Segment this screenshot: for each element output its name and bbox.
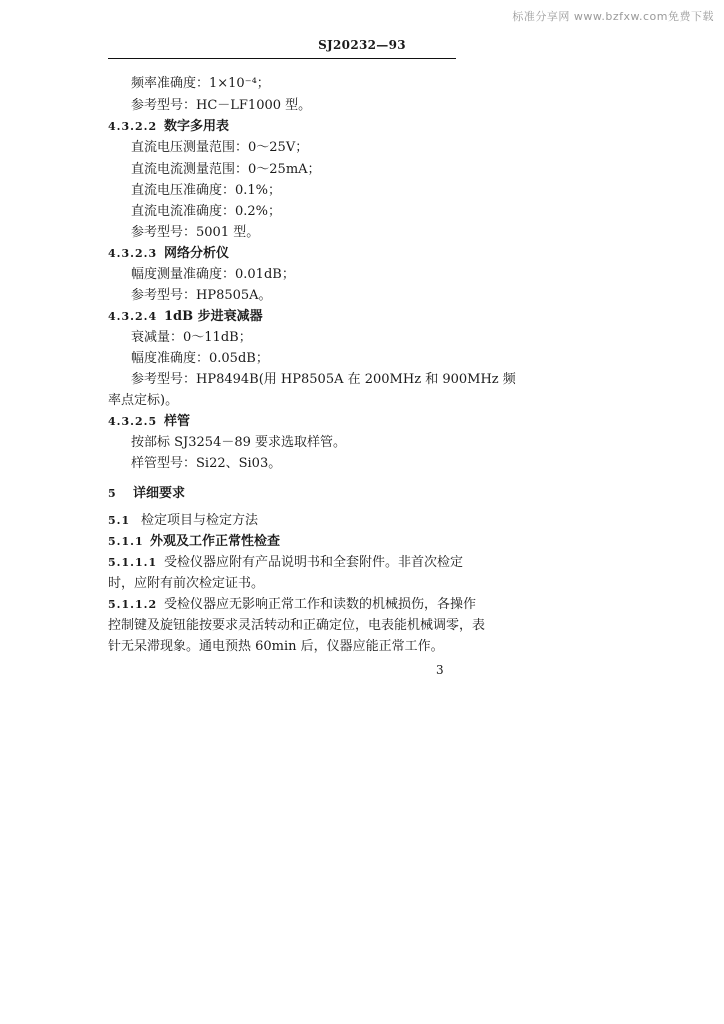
section-heading-4-3-2-3 bbox=[108, 246, 229, 262]
document-id-header: SJ20232—93 bbox=[318, 38, 406, 52]
chapter-title: 详细要求 bbox=[133, 486, 186, 501]
section-number: 5.1.1 bbox=[108, 535, 144, 548]
paragraph-text: 受检仪器应附有产品说明书和全套附件。非首次检定 bbox=[164, 555, 464, 570]
section-title: 样管 bbox=[164, 414, 191, 429]
paragraph-continuation: 控制键及旋钮能按要求灵活转动和正确定位，电表能机械调零，表 bbox=[108, 618, 486, 633]
dc-current-range-line: 直流电流测量范围：0～25mA； bbox=[131, 162, 321, 177]
section-number: 5.1.1.1 bbox=[108, 556, 158, 569]
attenuation-range-line: 衰减量：0～11dB； bbox=[131, 330, 252, 345]
section-title: 检定项目与检定方法 bbox=[141, 513, 259, 528]
dc-voltage-accuracy-line: 直流电压准确度：0.1%； bbox=[131, 183, 282, 198]
amplitude-accuracy-line: 幅度测量准确度：0.01dB； bbox=[131, 267, 295, 282]
section-heading-5-1-1 bbox=[108, 534, 280, 550]
section-title: 数字多用表 bbox=[164, 119, 230, 134]
section-number: 5.1.1.2 bbox=[108, 598, 158, 611]
chapter-number: 5 bbox=[108, 487, 117, 500]
header-divider bbox=[108, 58, 456, 59]
paragraph-5-1-1-2 bbox=[108, 597, 476, 613]
reference-model-line: 参考型号：HP8494B(用 HP8505A 在 200MHz 和 900MHz 频 bbox=[131, 372, 516, 387]
dc-current-accuracy-line: 直流电流准确度：0.2%； bbox=[131, 204, 282, 219]
paragraph-5-1-1-1 bbox=[108, 555, 463, 571]
paragraph-continuation: 针无呆滞现象。通电预热 60min 后，仪器应能正常工作。 bbox=[108, 639, 444, 654]
section-number: 4.3.2.2 bbox=[108, 120, 158, 133]
section-number: 4.3.2.4 bbox=[108, 310, 158, 323]
reference-model-line: 参考型号：HC－LF1000 型。 bbox=[131, 98, 312, 113]
section-heading-4-3-2-4 bbox=[108, 309, 263, 325]
site-watermark: 标准分享网 www.bzfxw.com免费下载 bbox=[512, 10, 714, 23]
chapter-heading-5 bbox=[108, 486, 185, 502]
section-number: 5.1 bbox=[108, 514, 131, 527]
section-heading-4-3-2-5 bbox=[108, 414, 190, 430]
section-number: 4.3.2.3 bbox=[108, 247, 158, 260]
frequency-accuracy-line: 频率准确度：1×10⁻⁴； bbox=[131, 76, 270, 91]
section-title: 外观及工作正常性检查 bbox=[150, 534, 281, 549]
section-title: 1dB 步进衰减器 bbox=[164, 309, 263, 324]
amplitude-accuracy-line: 幅度准确度：0.05dB； bbox=[131, 351, 269, 366]
paragraph-continuation: 时，应附有前次检定证书。 bbox=[108, 576, 265, 591]
paragraph-text: 受检仪器应无影响正常工作和读数的机械损伤，各操作 bbox=[164, 597, 477, 612]
section-title: 网络分析仪 bbox=[164, 246, 230, 261]
sample-tube-model-line: 样管型号：Si22、Si03。 bbox=[131, 456, 282, 471]
section-heading-5-1 bbox=[108, 513, 258, 529]
sample-tube-selection-line: 按部标 SJ3254－89 要求选取样管。 bbox=[131, 435, 347, 450]
dc-voltage-range-line: 直流电压测量范围：0～25V； bbox=[131, 140, 309, 155]
page-number: 3 bbox=[436, 663, 444, 677]
section-number: 4.3.2.5 bbox=[108, 415, 158, 428]
reference-model-line: 参考型号：5001 型。 bbox=[131, 225, 260, 240]
reference-model-continuation: 率点定标)。 bbox=[108, 393, 179, 408]
reference-model-line: 参考型号：HP8505A。 bbox=[131, 288, 272, 303]
section-heading-4-3-2-2 bbox=[108, 119, 229, 135]
